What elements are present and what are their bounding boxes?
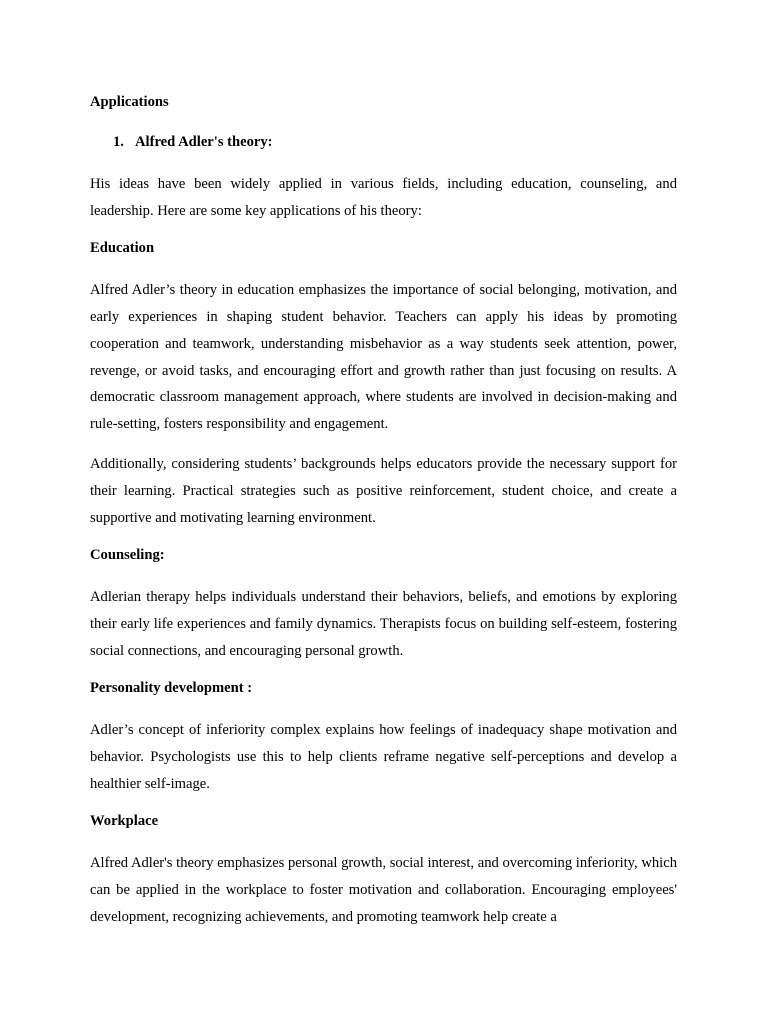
- heading-counseling: Counseling:: [90, 546, 165, 563]
- heading-personality-development: Personality development :: [90, 679, 253, 696]
- section-title-applications: Applications: [90, 94, 169, 110]
- heading-workplace: Workplace: [90, 812, 159, 829]
- intro-paragraph: His ideas have been widely applied in various fields, including education, counseling, and leadership. Here are some key applications of his theory:: [90, 176, 677, 219]
- personality-paragraph: Adler’s concept of inferiority complex explains how feelings of inadequacy shape motivation and behavior. Psychologists use this to help clients reframe negative self-perceptions and develop a healthier self-image.: [90, 722, 677, 792]
- list-number: 1.: [113, 133, 124, 150]
- education-paragraph-1: Alfred Adler’s theory in education emphasizes the importance of social belonging, motivation, and early experiences in shaping student behavior. Teachers can apply his ideas by promoting cooperation and teamwork, understanding misbehavior as a way students seek attention, power, revenge, or avoid tasks, and encouraging effort and growth rather than just focusing on results. A democratic classroom management approach, where students are involved in decision-making and rule-setting, fosters responsibility and engagement.: [90, 282, 677, 432]
- workplace-paragraph: Alfred Adler's theory emphasizes personal growth, social interest, and overcoming inferiority, which can be applied in the workplace to foster motivation and collaboration. Encouraging employees' development, recognizing achievements, and promoting teamwork help create a: [90, 855, 677, 925]
- heading-education: Education: [90, 239, 155, 256]
- numbered-list-item: [90, 132, 677, 152]
- document-content: [90, 92, 677, 931]
- list-item-label: Alfred Adler's theory:: [135, 133, 273, 150]
- education-paragraph-2: Additionally, considering students’ backgrounds helps educators provide the necessary support for their learning. Practical strategies such as positive reinforcement, student choice, and create a supportive and motivating learning environment.: [90, 456, 677, 526]
- counseling-paragraph: Adlerian therapy helps individuals understand their behaviors, beliefs, and emotions by exploring their early life experiences and family dynamics. Therapists focus on building self-esteem, fostering social connections, and encouraging personal growth.: [90, 589, 677, 659]
